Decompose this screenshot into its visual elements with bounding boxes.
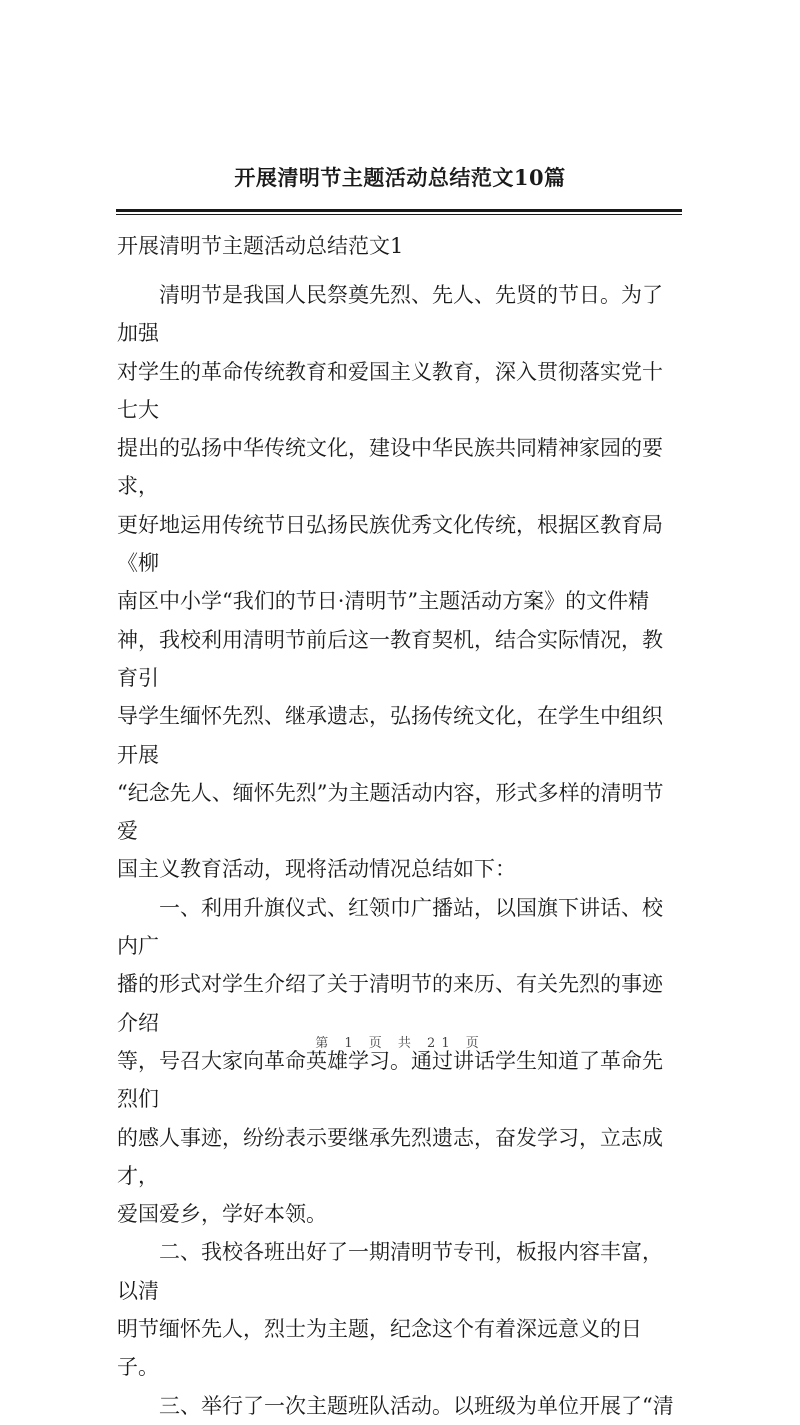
- document-title: 开展清明节主题活动总结范文10篇: [234, 165, 566, 190]
- body-paragraph-4: 三、举行了一次主题班队活动。以班级为单位开展了“清: [117, 1393, 674, 1418]
- body-paragraph-1: 清明节是我国人民祭奠先烈、先人、先贤的节日。为了加强 对学生的革命传统教育和爱国主义教育，深入贯彻落实党十七大 提出的弘扬中华传统文化，建设中华民族共同精神家园的要求， 更好地运用传统节日弘扬民族优秀文化传统，根据区教育局《柳 南区中小学“我们的节日·清明节”主题活动方案》的文件精 神，我校利用清明节前后这一教育契机，结合实际情况，教育引 导学生缅怀先烈、继承遗志，弘扬传统文化，在学生中组织开展 “纪念先人、缅怀先烈”为主题活动内容，形式多样的清明节爱 国主义教育活动，现将活动情况总结如下：: [117, 283, 664, 882]
- page-number-footer: 第 1 页 共 21 页: [315, 1036, 485, 1051]
- section-heading: 开展清明节主题活动总结范文1: [117, 234, 404, 258]
- document-body: [117, 232, 683, 1425]
- body-paragraph-2: 一、利用升旗仪式、红领巾广播站，以国旗下讲话、校内广 播的形式对学生介绍了关于清明节的来历、有关先烈的事迹介绍 等，号召大家向革命英雄学习。通过讲话学生知道了革命先烈们 的感人事迹，纷纷表示要继承先烈遗志，奋发学习，立志成才， 爱国爱乡，学好本领。: [117, 895, 663, 1227]
- title-divider-thin: [116, 214, 682, 215]
- body-paragraph-3: 二、我校各班出好了一期清明节专刊，板报内容丰富，以清 明节缅怀先人，烈士为主题，纪念这个有着深远意义的日子。: [117, 1240, 663, 1380]
- title-divider-thick: [116, 209, 682, 212]
